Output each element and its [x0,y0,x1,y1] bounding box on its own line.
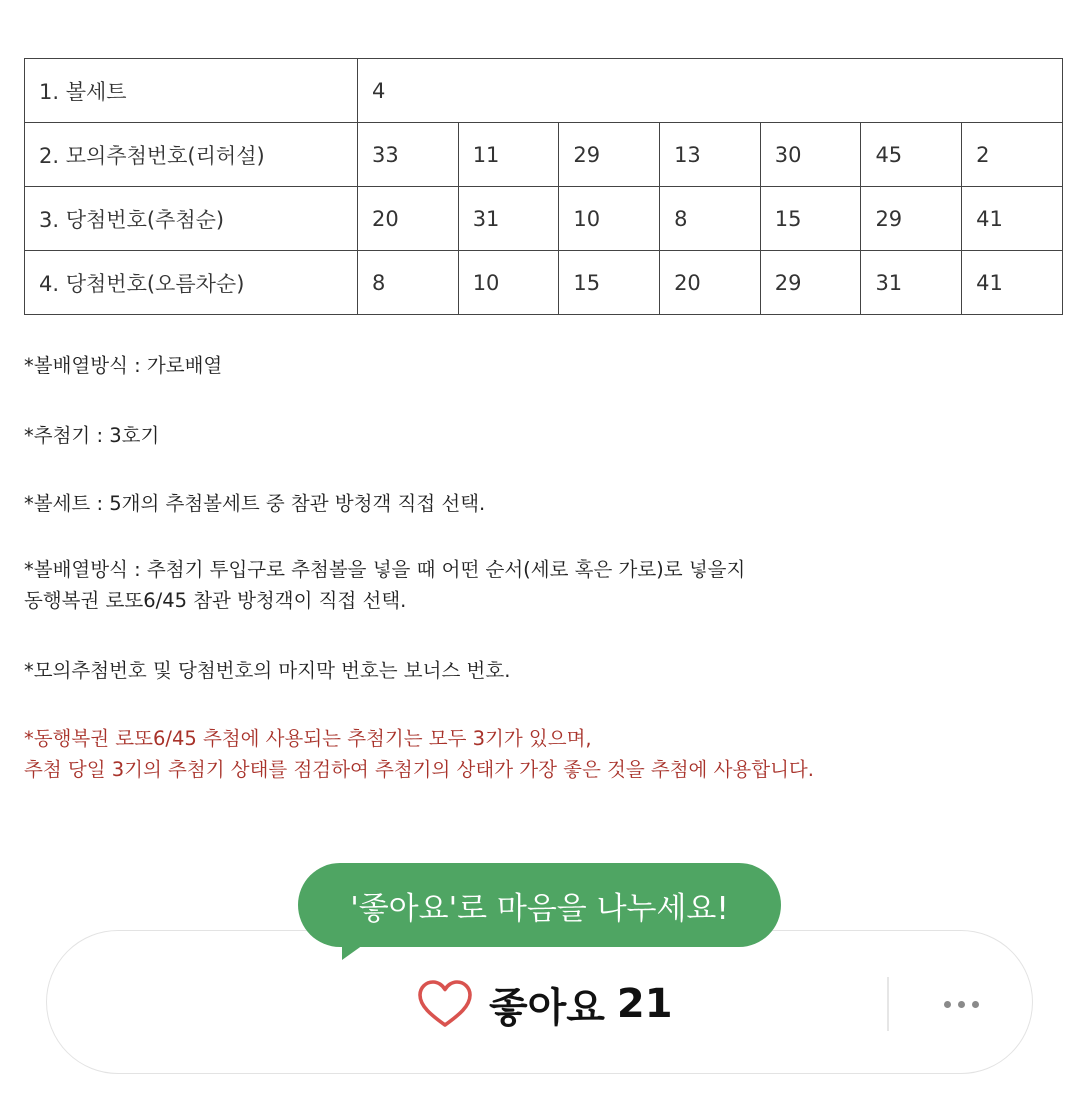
number-cell: 29 [559,123,660,187]
more-horizontal-icon[interactable] [927,977,995,1031]
number-cell: 15 [559,251,660,315]
tooltip-tail [342,940,370,960]
bonus-number-cell: 2 [962,123,1063,187]
note-ball-arrangement: *볼배열방식 : 가로배열 [24,354,223,377]
table-row-rehearsal [25,123,1063,187]
ball-set-value: 4 [358,59,1063,123]
number-cell: 8 [358,251,459,315]
dot [958,1001,965,1008]
table-row-draw-order [25,187,1063,251]
note-machine: *추첨기 : 3호기 [24,424,160,447]
bonus-number-cell: 41 [962,251,1063,315]
number-cell: 29 [760,251,861,315]
heart-outline-icon [417,979,473,1029]
row-label: 3. 당첨번호(추첨순) [25,187,358,251]
lotto-results-table [24,58,1063,315]
number-cell: 20 [358,187,459,251]
note-line: *볼배열방식 : 추첨기 투입구로 추첨볼을 넣을 때 어떤 순서(세로 혹은 가로)로 넣을지 [24,558,746,581]
like-bar [46,930,1033,1074]
tooltip-text: '좋아요'로 마음을 나누세요! [350,890,729,927]
row-label: 2. 모의추첨번호(리허설) [25,123,358,187]
bonus-number-cell: 41 [962,187,1063,251]
number-cell: 33 [358,123,459,187]
dot [972,1001,979,1008]
number-cell: 11 [458,123,559,187]
number-cell: 13 [660,123,761,187]
note-line: 동행복권 로또6/45 참관 방청객이 직접 선택. [24,589,407,612]
like-tooltip-bubble [298,863,781,947]
number-cell: 8 [660,187,761,251]
row-label: 4. 당첨번호(오름차순) [25,251,358,315]
like-label: 좋아요 [489,984,605,1031]
number-cell: 10 [458,251,559,315]
note-ball-set: *볼세트 : 5개의 추첨볼세트 중 참관 방청객 직접 선택. [24,492,486,515]
row-label: 1. 볼세트 [25,59,358,123]
dot [944,1001,951,1008]
number-cell: 30 [760,123,861,187]
table-row-ascending [25,251,1063,315]
note-machines-warning [24,723,814,785]
number-cell: 31 [458,187,559,251]
like-count: 21 [616,981,673,1027]
note-bonus: *모의추첨번호 및 당첨번호의 마지막 번호는 보너스 번호. [24,659,511,682]
number-cell: 20 [660,251,761,315]
number-cell: 29 [861,187,962,251]
number-cell: 10 [559,187,660,251]
note-line: 추첨 당일 3기의 추첨기 상태를 점검하여 추첨기의 상태가 가장 좋은 것을 추첨에 사용합니다. [24,758,814,781]
table-row-ball-set [25,59,1063,123]
note-line: *동행복권 로또6/45 추첨에 사용되는 추첨기는 모두 3기가 있으며, [24,727,592,750]
number-cell: 15 [760,187,861,251]
number-cell: 45 [861,123,962,187]
divider [887,977,889,1031]
like-button[interactable] [417,971,673,1037]
note-arrangement-description [24,554,745,616]
number-cell: 31 [861,251,962,315]
